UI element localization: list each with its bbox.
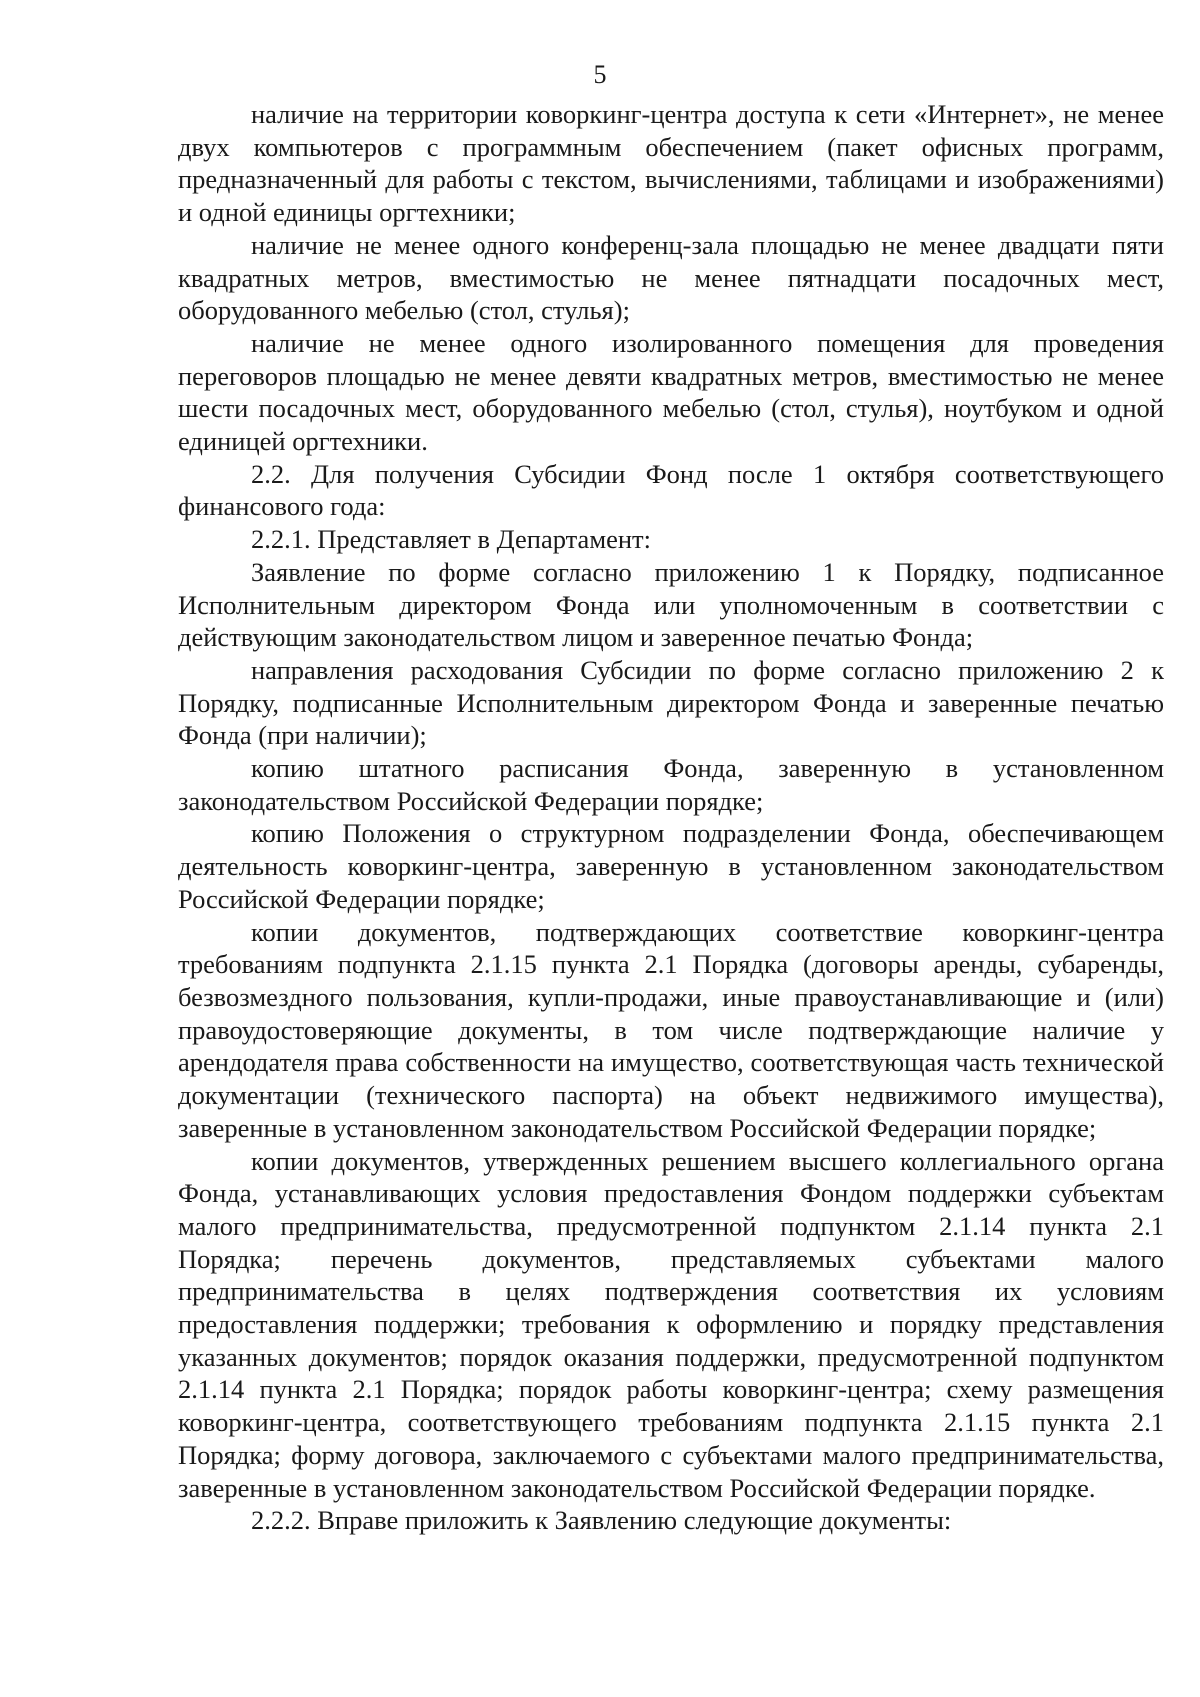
paragraph-application-form: Заявление по форме согласно приложению 1 к Порядку, подписанное Исполнительным директором Фонда или уполномоченным в соответствии с действующим законодательством лицом и заверенное печатью Фонда;: [178, 556, 1164, 653]
paragraph-internet-computers: наличие на территории коворкинг-центра доступа к сети «Интернет», не менее двух компьютеров с программным обеспечением (пакет офисных программ, предназначенный для работы с текстом, вычислениями, таблицами и изображениями) и одной единицы оргтехники;: [178, 99, 1164, 228]
paragraph-section-2-2: 2.2. Для получения Субсидии Фонд после 1 октября соответствующего финансового года:: [178, 458, 1164, 522]
paragraph-staff-schedule: копию штатного расписания Фонда, заверенную в установленном законодательством Российской Федерации порядке;: [178, 753, 1164, 816]
document-body: [178, 98, 1164, 1537]
paragraph-conference-hall: наличие не менее одного конференц-зала площадью не менее двадцати пяти квадратных метров, вместимостью не менее пятнадцати посадочных мест, оборудованного мебелью (стол, стулья);: [178, 229, 1164, 326]
paragraph-section-2-2-1: 2.2.1. Представляет в Департамент:: [251, 524, 651, 555]
paragraph-governing-body-documents: копии документов, утвержденных решением высшего коллегиального органа Фонда, устанавливающих условия предоставления Фондом поддержки субъектам малого предпринимательства, предусмотренной подпунктом 2.1.14 пункта 2.1 Порядка; перечень документов, представляемых субъектами малого предпринимательства в целях подтверждения соответствия их условиям предоставления поддержки; требования к оформлению и порядку представления указанных документов; порядок оказания поддержки, предусмотренной подпунктом 2.1.14 пункта 2.1 Порядка; порядок работы коворкинг-центра; схему размещения коворкинг-центра, соответствующего требованиям подпункта 2.1.15 пункта 2.1 Порядка; форму договора, заключаемого с субъектами малого предпринимательства, заверенные в установленном законодательством Российской Федерации порядке.: [178, 1145, 1164, 1503]
paragraph-section-2-2-2: 2.2.2. Вправе приложить к Заявлению следующие документы:: [251, 1505, 952, 1536]
paragraph-premises-documents: копии документов, подтверждающих соответствие коворкинг-центра требованиям подпункта 2.1.15 пункта 2.1 Порядка (договоры аренды, субаренды, безвозмездного пользования, купли-продажи, иные правоустанавливающие и (или) правоудостоверяющие документы, в том числе подтверждающие наличие у арендодателя права собственности на имущество, соответствующая часть технической документации (технического паспорта) на объект недвижимого имущества), заверенные в установленном законодательством Российской Федерации порядке;: [178, 916, 1164, 1143]
paragraph-spending-directions: направления расходования Субсидии по форме согласно приложению 2 к Порядку, подписанные Исполнительным директором Фонда и заверенные печатью Фонда (при наличии);: [178, 654, 1164, 751]
paragraph-negotiation-room: наличие не менее одного изолированного помещения для проведения переговоров площадью не менее девяти квадратных метров, вместимостью не менее шести посадочных мест, оборудованного мебелью (стол, стулья), ноутбуком и одной единицей оргтехники.: [178, 327, 1164, 457]
paragraph-division-regulation: копию Положения о структурном подразделении Фонда, обеспечивающем деятельность коворкинг-центра, заверенную в установленном законодательством Российской Федерации порядке;: [178, 818, 1164, 914]
page-number: 5: [593, 60, 607, 89]
